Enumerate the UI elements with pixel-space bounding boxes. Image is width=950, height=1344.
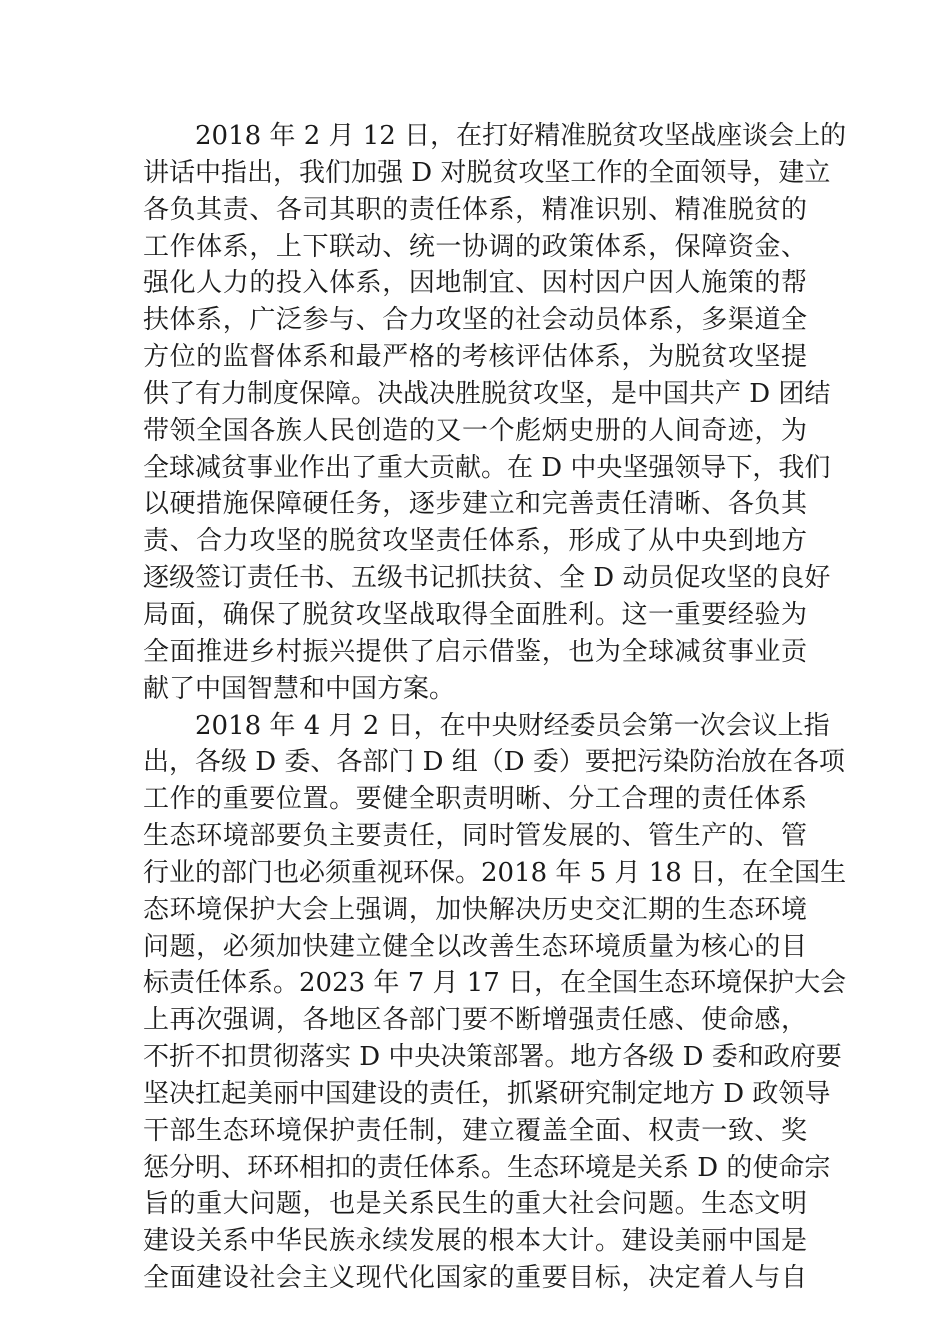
text-line: 行业的部门也必须重视环保。2018 年 5 月 18 日，在全国生 bbox=[143, 857, 847, 888]
text-line: 各负其责、各司其职的责任体系，精准识别、精准脱贫的 bbox=[143, 194, 807, 225]
text-line: 献了中国智慧和中国方案。 bbox=[143, 673, 456, 704]
text-line: 工作体系，上下联动、统一协调的政策体系，保障资金、 bbox=[143, 231, 807, 262]
text-line: 不折不扣贯彻落实 D 中央决策部署。地方各级 D 委和政府要 bbox=[143, 1042, 842, 1073]
text-line: 全面推进乡村振兴提供了启示借鉴，也为全球减贫事业贡 bbox=[143, 636, 807, 667]
text-line: 以硬措施保障硬任务，逐步建立和完善责任清晰、各负其 bbox=[143, 489, 807, 520]
document-body bbox=[143, 118, 847, 1297]
text-line: 全球减贫事业作出了重大贡献。在 D 中央坚强领导下，我们 bbox=[143, 452, 831, 483]
text-line: 全面建设社会主义现代化国家的重要目标，决定着人与自 bbox=[143, 1263, 807, 1294]
text-line: 局面，确保了脱贫攻坚战取得全面胜利。这一重要经验为 bbox=[143, 599, 807, 630]
text-line: 扶体系，广泛参与、合力攻坚的社会动员体系，多渠道全 bbox=[143, 305, 807, 336]
text-line: 2018 年 2 月 12 日，在打好精准脱贫攻坚战座谈会上的 bbox=[195, 121, 847, 151]
text-line: 责、合力攻坚的脱贫攻坚责任体系，形成了从中央到地方 bbox=[143, 526, 807, 557]
text-line: 惩分明、环环相扣的责任体系。生态环境是关系 D 的使命宗 bbox=[143, 1152, 831, 1183]
text-line: 态环境保护大会上强调，加快解决历史交汇期的生态环境 bbox=[143, 894, 807, 925]
text-line: 讲话中指出，我们加强 D 对脱贫攻坚工作的全面领导，建立 bbox=[143, 157, 831, 188]
text-line: 旨的重大问题，也是关系民生的重大社会问题。生态文明 bbox=[143, 1189, 807, 1220]
text-line: 标责任体系。2023 年 7 月 17 日，在全国生态环境保护大会 bbox=[143, 968, 847, 999]
text-line: 供了有力制度保障。决战决胜脱贫攻坚，是中国共产 D 团结 bbox=[143, 378, 831, 409]
text-line: 工作的重要位置。要健全职责明晰、分工合理的责任体系 bbox=[143, 784, 807, 815]
text-line: 干部生态环境保护责任制，建立覆盖全面、权责一致、奖 bbox=[143, 1115, 807, 1146]
text-line: 方位的监督体系和最严格的考核评估体系，为脱贫攻坚提 bbox=[143, 342, 807, 373]
paragraph-environmental-protection bbox=[143, 708, 847, 1298]
text-line: 2018 年 4 月 2 日，在中央财经委员会第一次会议上指 bbox=[195, 710, 830, 741]
text-line: 生态环境部要负主要责任，同时管发展的、管生产的、管 bbox=[143, 821, 807, 852]
text-line: 出，各级 D 委、各部门 D 组（D 委）要把污染防治放在各项 bbox=[143, 747, 845, 778]
text-line: 强化人力的投入体系，因地制宜、因村因户因人施策的帮 bbox=[143, 268, 807, 299]
text-line: 上再次强调，各地区各部门要不断增强责任感、使命感， bbox=[143, 1005, 807, 1036]
text-line: 逐级签订责任书、五级书记抓扶贫、全 D 动员促攻坚的良好 bbox=[143, 563, 831, 594]
text-line: 坚决扛起美丽中国建设的责任，抓紧研究制定地方 D 政领导 bbox=[143, 1078, 831, 1109]
text-line: 带领全国各族人民创造的又一个彪炳史册的人间奇迹，为 bbox=[143, 415, 807, 446]
paragraph-poverty-alleviation bbox=[143, 118, 847, 708]
text-line: 问题，必须加快建立健全以改善生态环境质量为核心的目 bbox=[143, 931, 807, 962]
text-line: 建设关系中华民族永续发展的根本大计。建设美丽中国是 bbox=[143, 1226, 807, 1257]
